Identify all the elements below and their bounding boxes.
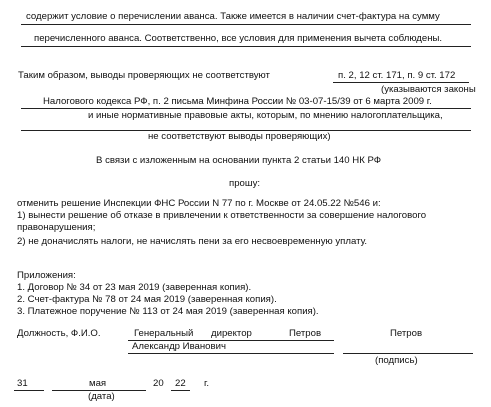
date-month: мая [89,378,107,389]
signature-label: Должность, Ф.И.О. [17,328,101,339]
date-day: 31 [17,378,28,389]
intro-line-2: перечисленного аванса. Соответственно, все условия для применения вычета соблюдены. [34,33,443,44]
conclusion-line-3: и иные нормативные правовые акты, которым, по мнению налогоплательщика, [88,110,443,121]
demand-line-4: 2) не доначислять налоги, не начислять пени за его несвоевременную уплату. [17,236,368,247]
signer-position-2: директор [211,328,252,339]
conclusion-lead: Таким образом, выводы проверяющих не соответствуют [18,70,270,81]
underline [21,108,471,109]
demand-line-3: правонарушения; [17,222,96,233]
law-reference: п. 2, 12 ст. 171, п. 9 ст. 172 [338,70,456,81]
signer-name: Александр Иванович [132,341,226,352]
conclusion-line-4: не соответствуют выводы проверяющих) [148,131,331,142]
attachment-item: 3. Платежное поручение № 113 от 24 мая 2019 (заверенная копия). [17,306,319,317]
intro-line-1: содержит условие о перечислении аванса. Также имеется в наличии счет-фактура на сумму [26,11,440,22]
request-word: прошу: [229,178,261,189]
attachment-item: 2. Счет-фактура № 78 от 24 мая 2019 (заверенная копия). [17,294,277,305]
underline [21,46,471,47]
attachments-title: Приложения: [17,270,76,281]
demand-line-1: отменить решение Инспекции ФНС России N 77 по г. Москве от 24.05.22 №546 и: [17,198,381,209]
signer-position: Генеральный [134,328,194,339]
date-year-suffix: 22 [175,378,186,389]
date-year-underline [171,390,190,391]
law-hint: (указываются законы [381,84,476,95]
attachment-item: 1. Договор № 34 от 23 мая 2019 (заверенная копия). [17,282,252,293]
underline [21,24,471,25]
demand-line-2: 1) вынести решение об отказе в привлечении к ответственности за совершение налогового [17,210,427,221]
law-reference-underline [333,82,469,83]
signature-surname: Петров [390,328,423,339]
signer-surname: Петров [289,328,322,339]
date-year-prefix: 20 [153,378,164,389]
signature-caption: (подпись) [375,355,418,366]
date-year-word: г. [204,378,209,389]
conclusion-line-2: Налогового кодекса РФ, п. 2 письма Минфина России № 03-07-15/39 от 6 марта 2009 г. [43,96,432,107]
date-caption: (дата) [88,391,115,402]
signer-underline [128,353,334,354]
signature-underline [343,353,473,354]
date-day-underline [14,390,44,391]
basis-line: В связи с изложенным на основании пункта 2 статьи 140 НК РФ [96,155,382,166]
